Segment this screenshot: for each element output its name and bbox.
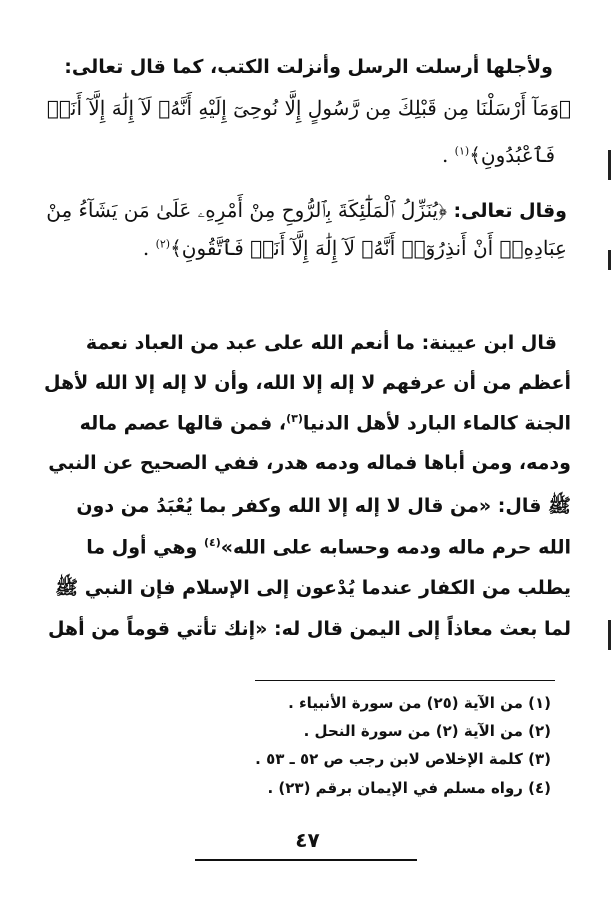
footnote-ref-1: (١) (454, 144, 470, 158)
binding-mark (608, 620, 611, 650)
verse-text: ﴿يُنَزِّلُ ٱلْمَلَٰٓئِكَةَ بِٱلرُّوحِ مِنْ أَمْرِهِۦ عَلَىٰ مَن يَشَآءُ مِنْ (46, 198, 447, 222)
section1-intro-line: ولأجلها أرسلت الرسل وأنزلت الكتب، كما قال تعالى: (64, 56, 553, 78)
body-text: الله حرم ماله ودمه وحسابه على الله» (220, 536, 571, 559)
section2-line-2 (143, 236, 567, 260)
body-text: ، فمن قالها عصم ماله (79, 412, 287, 435)
verse-end: . (441, 143, 455, 167)
body-line-4: ودمه، ومن أباها فماله ودمه هدر، ففي الصحيح عن النبي (48, 452, 571, 474)
section2-intro: وقال تعالى: (446, 200, 567, 222)
body-line-7: يطلب من الكفار عندما يُدْعون إلى الإسلام فإن النبي ﷺ (55, 577, 571, 599)
footnote-1: (١) من الآية (٢٥) من سورة الأنبياء . (288, 694, 551, 712)
binding-mark (608, 250, 611, 270)
body-line-2: أعظم من أن عرفهم لا إله إلا الله، وأن لا إله إلا الله لأهل (43, 372, 571, 394)
binding-mark (608, 150, 611, 180)
footnote-ref-4: (٤) (203, 536, 221, 549)
footnote-divider (255, 680, 555, 681)
section1-verse-line-2 (442, 143, 555, 167)
footnote-ref-2: (٢) (155, 237, 171, 251)
verse-end: . (142, 236, 156, 260)
footnote-2: (٢) من الآية (٢) من سورة النحل . (303, 722, 551, 740)
footnote-4: (٤) رواه مسلم في الإيمان برقم (٢٣) . (267, 779, 551, 797)
body-line-3 (80, 412, 571, 434)
body-line-6 (86, 536, 571, 558)
page-number: ٤٧ (295, 828, 320, 852)
body-line-5: ﷺ قال: «من قال لا إله إلا الله وكفر بما يُعْبَدُ من دون (76, 495, 571, 517)
page-number-rule (195, 859, 417, 861)
body-line-8: لما بعث معاذاً إلى اليمن قال له: «إنك تأتي قوماً من أهل (47, 618, 571, 640)
footnote-3: (٣) كلمة الإخلاص لابن رجب ص ٥٢ ـ ٥٣ . (255, 750, 551, 768)
footnote-ref-3: (٣) (286, 412, 303, 425)
body-line-1: قال ابن عيينة: ما أنعم الله على عبد من العباد نعمة (85, 332, 557, 354)
section2-line-1 (46, 198, 567, 222)
verse-text: فَٱعْبُدُونِ﴾ (469, 143, 555, 167)
body-text: الجنة كالماء البارد لأهل الدنيا (302, 412, 571, 435)
verse-text: عِبَادِهِۦٓ أَنْ أَنذِرُوٓا۟ أَنَّهُۥ لَآ إِلَٰهَ إِلَّآ أَنَا۠ فَٱتَّقُونِ﴾ (170, 236, 567, 260)
body-text: وهي أول ما (86, 536, 204, 559)
section1-verse-line-1: ﴿وَمَآ أَرْسَلْنَا مِن قَبْلِكَ مِن رَّسُولٍ إِلَّا نُوحِىٓ إِلَيْهِ أَنَّهُۥ لَآ إِلَٰهَ إِلَّآ أَنَا۠ (46, 96, 571, 120)
